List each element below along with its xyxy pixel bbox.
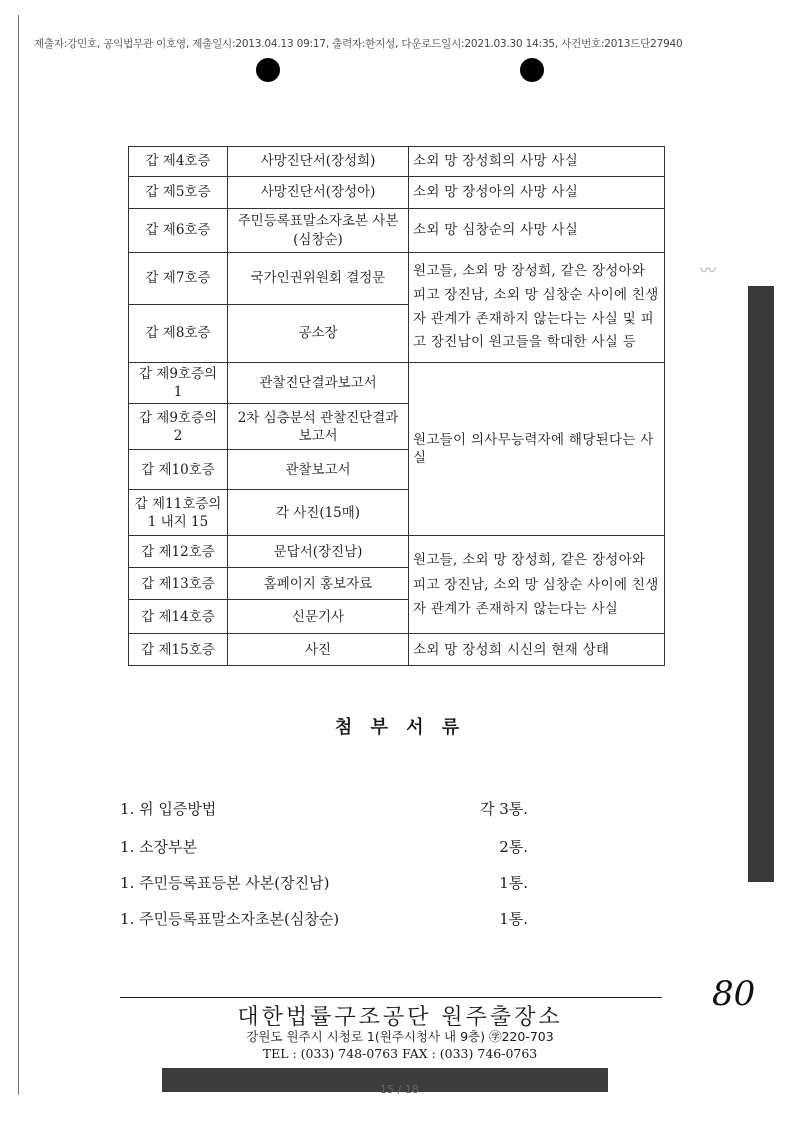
evidence-id: 갑 제9호증의 1 — [129, 363, 228, 404]
attachment-label: 1. 주민등록표등본 사본(장진남) — [120, 874, 330, 892]
org-name: 대한법률구조공단 원주출장소 — [237, 1005, 563, 1030]
page-number: 15 / 18 — [380, 1083, 419, 1096]
evidence-purpose: 원고들이 의사무능력자에 해당된다는 사실 — [409, 363, 665, 536]
evidence-doc: 2차 심층분석 관찰진단결과보고서 — [228, 404, 409, 450]
evidence-id: 갑 제4호증 — [129, 147, 228, 177]
attachment-label: 1. 소장부본 — [120, 838, 198, 856]
table-row — [129, 209, 665, 253]
table-row — [129, 363, 665, 404]
evidence-doc: 각 사진(15매) — [228, 490, 409, 536]
evidence-purpose: 소외 망 장성아의 사망 사실 — [409, 177, 665, 209]
evidence-doc: 사진 — [228, 634, 409, 666]
evidence-doc: 신문기사 — [228, 600, 409, 634]
evidence-id: 갑 제14호증 — [129, 600, 228, 634]
submission-header: 제출자:강민호, 공익법무관 이호영, 제출일시:2013.04.13 09:17, 출력자:한지성, 다운로드일시:2021.03.30 14:35, 사건번호:2013드단27940 — [34, 38, 683, 50]
evidence-doc: 주민등록표말소자초본 사본(심창순) — [228, 209, 409, 253]
evidence-purpose: 소외 망 장성희 시신의 현재 상태 — [409, 634, 665, 666]
evidence-id: 갑 제9호증의 2 — [129, 404, 228, 450]
evidence-table — [128, 146, 665, 666]
org-address: 강원도 원주시 시청로 1(원주시청사 내 9층) ㊫220-703 — [246, 1029, 554, 1044]
attachment-label: 1. 주민등록표말소자초본(심창순) — [120, 910, 340, 928]
evidence-id: 갑 제7호증 — [129, 253, 228, 305]
handwritten-page-mark: 80 — [712, 974, 756, 1014]
evidence-id: 갑 제12호증 — [129, 536, 228, 568]
evidence-id: 갑 제6호증 — [129, 209, 228, 253]
scan-shadow-right — [748, 286, 774, 882]
evidence-purpose: 소외 망 심창순의 사망 사실 — [409, 209, 665, 253]
evidence-id: 갑 제8호증 — [129, 305, 228, 363]
evidence-doc: 문답서(장진남) — [228, 536, 409, 568]
evidence-doc: 홈페이지 홍보자료 — [228, 568, 409, 600]
evidence-doc: 사망진단서(장성희) — [228, 147, 409, 177]
evidence-doc: 공소장 — [228, 305, 409, 363]
evidence-id: 갑 제5호증 — [129, 177, 228, 209]
org-phone-fax: TEL : (033) 748-0763 FAX : (033) 746-0763 — [262, 1046, 538, 1061]
table-row — [129, 536, 665, 568]
attachments-title: 첨 부 서 류 — [334, 717, 466, 738]
page-left-edge — [18, 15, 19, 1095]
evidence-purpose: 원고들, 소외 망 장성희, 같은 장성아와 피고 장진남, 소외 망 심창순 사이에 친생자 관계가 존재하지 않는다는 사실 및 피고 장진남이 원고들을 학대한 사실 등 — [409, 253, 665, 363]
evidence-id: 갑 제13호증 — [129, 568, 228, 600]
attachment-qty: 1통. — [499, 874, 528, 892]
evidence-purpose: 소외 망 장성희의 사망 사실 — [409, 147, 665, 177]
evidence-doc: 관찰진단결과보고서 — [228, 363, 409, 404]
evidence-id: 갑 제10호증 — [129, 450, 228, 490]
evidence-doc: 사망진단서(장성아) — [228, 177, 409, 209]
table-row — [129, 634, 665, 666]
table-row — [129, 147, 665, 177]
evidence-id: 갑 제15호증 — [129, 634, 228, 666]
table-row — [129, 177, 665, 209]
scribble-mark: 〰 — [700, 261, 717, 280]
table-row — [129, 253, 665, 305]
attachment-qty: 2통. — [499, 838, 528, 856]
footer-divider — [120, 997, 662, 998]
attachment-qty: 각 3통. — [479, 800, 528, 818]
attachment-qty: 1통. — [499, 910, 528, 928]
evidence-purpose: 원고들, 소외 망 장성희, 같은 장성아와 피고 장진남, 소외 망 심창순 사이에 친생자 관계가 존재하지 않는다는 사실 — [409, 536, 665, 634]
punch-hole — [520, 58, 544, 82]
evidence-doc: 국가인권위원회 결정문 — [228, 253, 409, 305]
evidence-id: 갑 제11호증의 1 내지 15 — [129, 490, 228, 536]
punch-hole — [256, 58, 280, 82]
attachment-label: 1. 위 입증방법 — [120, 800, 217, 818]
evidence-doc: 관찰보고서 — [228, 450, 409, 490]
